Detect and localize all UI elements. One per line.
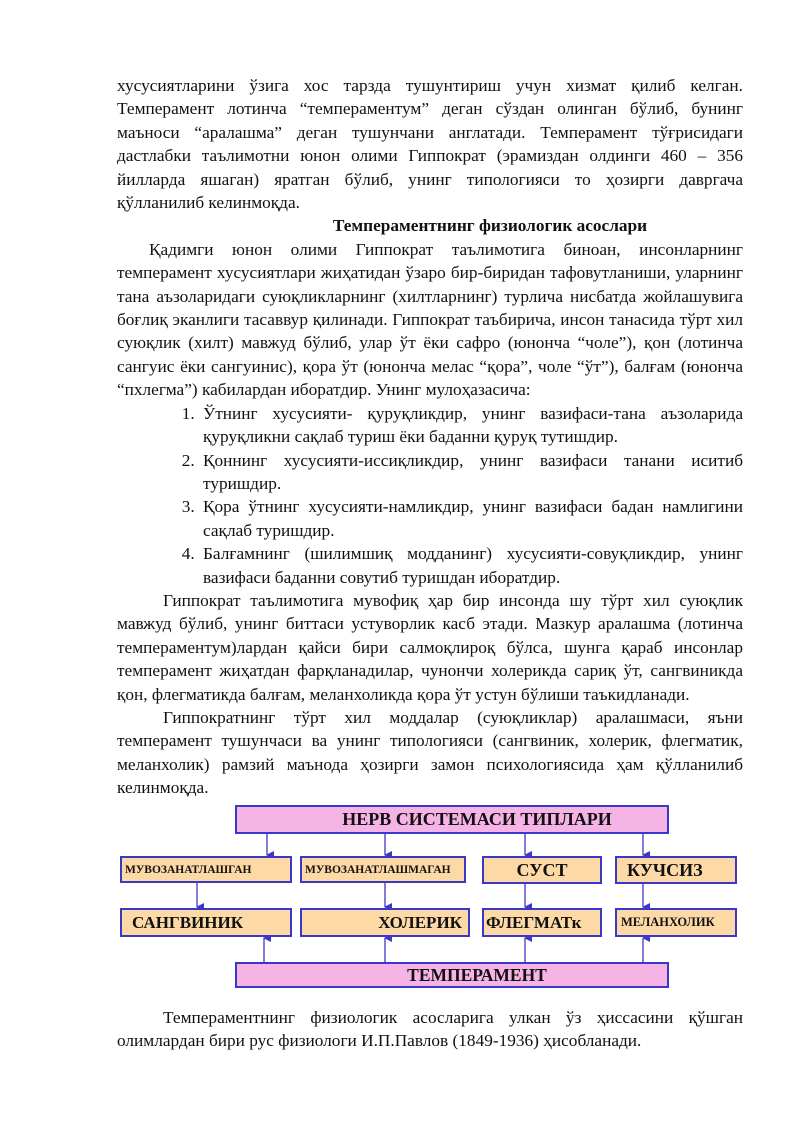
- temperament-label-choleric: ХОЛЕРИК: [378, 912, 462, 932]
- type-box-unbalanced: [300, 856, 466, 883]
- nerve-system-types-box: [235, 805, 669, 834]
- document-body: [117, 74, 743, 800]
- paragraph-3: Гиппократ таълимотига мувофиқ ҳар бир инсонда шу тўрт хил суюқлик мавжуд бўлиб, унинг биттаси устуворлик касб этади. Мазкур аралашма (лотинча темпераментум)лардан қайси бири салмоқлироқ бўлса, шунга қараб инсонлар темперамент жиҳатдан фарқланадилар, чунончи холерикда сариқ ўт, сангвиникда қон, флегматикда балғам, меланхоликда қора ўт устун бўлиши таъкидланади.: [117, 590, 743, 704]
- nerve-system-types-label: НЕРВ СИСТЕМАСИ ТИПЛАРИ: [342, 809, 612, 829]
- paragraph-4: Гиппократнинг тўрт хил моддалар (суюқликлар) аралашмаси, яъни темперамент тушунчаси ва унинг типологияси (сангвиник, холерик, флегматик, меланхолик) рамзий маънода ҳозирги замон психологиясида ҳам қўлланилиб келинмоқда.: [117, 707, 743, 798]
- paragraph-2: Қадимги юнон олими Гиппократ таълимотига биноан, инсонларнинг темперамент хусусиятлари жиҳатидан ўзаро бир-биридан тафовутланиши, уларнинг тана аъзоларидаги суюқликларнинг (хилтларнинг) турлича нисбатда жойлашувига боғлиқ эканлиги тасаввур қилинади. Гиппократ таъбирича, инсон танасида тўрт хил суюқлик (хилт) мавжуд бўлиб, улар ўт ёки сафро (юнонча “чоле”), қон (лотинча сангуис ёки сангуинис), қора ўт (юнонча мелас “қора”, чоле “ўт”), балғам (юнонча “пхлегма”) кабилардан иборатдир. Унинг мулоҳазасича:: [117, 239, 743, 400]
- temperament-box-choleric: [300, 908, 470, 937]
- paragraph-5: Темпераментнинг физиологик асосларига улкан ўз ҳиссасини қўшган олимлардан бири рус физиологи И.П.Павлов (1849-1936) ҳисобланади.: [117, 1008, 743, 1051]
- section-heading: Темпераментнинг физиологик асослари: [332, 216, 648, 236]
- type-label-weak: КУЧСИЗ: [627, 859, 703, 880]
- list-item: 2. Қоннинг хусусияти-иссиқликдир, унинг вазифаси танани иситиб туришдир.: [199, 449, 743, 496]
- list-item: 1. Ўтнинг хусусияти- қуруқликдир, унинг вазифаси-тана аъзоларида қуруқликни сақлаб туриш ёки баданни қуруқ тутишдир.: [199, 402, 743, 449]
- type-box-balanced: [120, 856, 292, 883]
- humors-list: [117, 402, 743, 589]
- document-body-continued: [117, 1006, 743, 1053]
- temperament-label-sanguine: САНГВИНИК: [132, 912, 244, 932]
- list-item: 4. Балғамнинг (шилимшиқ модданинг) хусусияти-совуқликдир, унинг вазифаси баданни совутиб туришдан иборатдир.: [199, 542, 743, 589]
- temperament-box-melancholic: [615, 908, 737, 937]
- type-box-slow: [482, 856, 602, 884]
- type-box-weak: [615, 856, 737, 884]
- temperament-label-melancholic: МЕЛАНХОЛИК: [621, 915, 715, 929]
- temperament-label: ТЕМПЕРАМЕНТ: [407, 964, 547, 985]
- list-item: 3. Қора ўтнинг хусусияти-намликдир, унинг вазифаси бадан намлигини сақлаб туришдир.: [199, 495, 743, 542]
- temperament-label-phlegmatic: ФЛЕГМАТк: [486, 912, 582, 932]
- type-label-balanced: МУВОЗАНАТЛАШГАН: [125, 863, 252, 876]
- temperament-box-phlegmatic: [482, 908, 602, 937]
- paragraph-1: хусусиятларини ўзига хос тарзда тушунтириш учун хизмат қилиб келган. Темперамент лотинча “темпераментум” деган сўздан олинган бўлиб, бунинг маъноси “аралашма” деган тушунчани англатади. Темперамент тўғрисидаги дастлабки таълимотни юнон олими Гиппократ (эрамиздан олдинги 460 – 356 йилларда яшаган) яратган бўлиб, унинг типологияси то ҳозирги давргача қўлланилиб келинмоқда.: [117, 76, 743, 213]
- temperament-box: [235, 962, 669, 988]
- type-label-slow: СУСТ: [516, 859, 568, 880]
- temperament-box-sanguine: [120, 908, 292, 937]
- type-label-unbalanced: МУВОЗАНАТЛАШМАГАН: [305, 863, 451, 876]
